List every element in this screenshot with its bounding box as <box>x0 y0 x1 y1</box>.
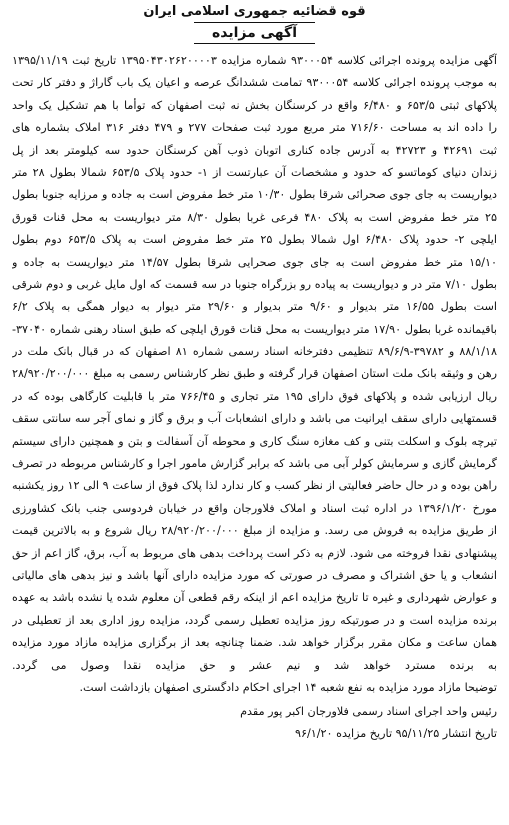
body-line: باقیمانده غربا بطول ۱۷/۹۰ متر دیواریست به محل قنات قورق ایلچی که طبق اسناد رهنی شماره ۳۷۰۴۰- <box>12 322 497 336</box>
body-line: ۲۵ متر خط مفروض است به پلاک ۴۸۰ فرعی غربا بطول ۸/۳۰ متر دیواریست به محل قنات قورق <box>12 210 497 224</box>
body-line: بطول ۷/۱۰ متر در و دیواریست به پیاده رو بزرگراه جنوبا در سه قسمت که اول مایل غربی و دوم شرقی <box>12 277 497 291</box>
signature-line: رئیس واحد اجرای اسناد رسمی فلاورجان اکبر پور مقدم <box>240 705 497 719</box>
body-line: دیواریست به جای جوی صحرائی شرقا بطول ۱۰/۳۰ متر خط مفروض است به جاده و مرزایه جنوبا بطول <box>12 188 497 202</box>
body-line: ایلچی ۲- حدود پلاک ۶/۴۸۰ اول شمالا بطول ۲۵ متر خط مفروض است به پلاک ۶۵۳/۵ دوم بطول <box>12 233 497 247</box>
body-line: مورخ ۱۳۹۶/۱/۲۰ در اداره ثبت اسناد و املاک فلاورجان واقع در خیابان فردوسی جنب بانک کشاورزی <box>12 501 497 515</box>
body-line: رهن و وثیقه بانک ملت استان اصفهان قرار گرفته و طبق نظر کارشناس رسمی به مبلغ ۲۸/۹۲۰/۲۰۰/۰۰۰ <box>12 367 497 381</box>
body-line: توضیحا مازاد مورد مزایده به نفع شعبه ۱۴ اجرای احکام دادگستری اصفهان بازداشت است. <box>79 680 497 694</box>
body-line: به موجب پرونده اجرائی کلاسه ۹۳۰۰۰۵۴ تمامت ششدانگ عرصه و اعیان یک باب گاراژ و دفتر کار تحت <box>12 76 497 90</box>
body-line: ۸۸/۱/۱۸ و ۳۹۷۸۲-۸۹/۶/۹ تنظیمی دفترخانه اسناد رسمی شماره ۸۱ اصفهان که در قبال بانک ملت در <box>12 345 497 359</box>
body-line: قسمتهایی دارای سقف ایرانیت می باشد و دارای انشعابات آب و برق و گاز و نمای آجر سه سانتی سقف <box>12 412 497 426</box>
body-line: گرمایش گازی و سرمایش کولر آبی می باشد که برابر گزارش مامور اجرا و کارشناس مربوطه در تصرف <box>12 457 497 471</box>
notice-title: آگهی مزایده <box>194 22 315 44</box>
body-line: ریال ارزیابی شده و پلاکهای فوق دارای ۱۹۵ متر تجاری و ۷۶۶/۴۵ متر با قابلیت کارگاهی بوده که در <box>12 389 497 403</box>
body-line: است بطول ۱۶/۵۵ متر بدیوار و ۹/۶۰ متر بدیوار و ۲۹/۶۰ متر دیوار به دیوار همگی به پلاک ۶/۲ <box>12 300 497 314</box>
body-line: ثبت ۴۲۶۹۱ و ۴۲۷۲۳ به آدرس جاده کناری اتوبان ذوب آهن کرسنگان حدود سه کیلومتر بعد از پل <box>12 143 497 157</box>
body-line: از طریق مزایده به فروش می رسد. و مزایده از مبلغ ۲۸/۹۲۰/۲۰۰/۰۰۰ ریال شروع و به بالاترین قیمت <box>12 524 497 538</box>
body-line: راهن بوده و در حال حاضر فعالیتی از نظر کسب و کار ندارد لذا پلاک فوق از ساعت ۹ الی ۱۲ روز یکشنبه <box>12 479 497 493</box>
body-line: پلاکهای ثبتی ۶۵۳/۵ و ۶/۴۸۰ واقع در کرسنگان بخش نه ثبت اصفهان که توأما با هم تشکیل یک واحد <box>12 98 497 112</box>
body-line: برنده مزایده است و در صورتیکه روز مزایده تعطیل رسمی گردد، مزایده روز اداری بعد از تعطیلی در <box>12 613 497 627</box>
body-line: به برنده مسترد خواهد شد و نیم عشر و حق مزایده نقدا وصول می گردد. <box>12 658 497 672</box>
body-line: زندان دنیای کوماتسو که حدود و مشخصات آن عبارتست از ۱- حدود پلاک ۶۵۳/۵ شمالا بطول ۲۸ متر <box>12 165 497 179</box>
body-line: همان ساعت و مکان مقرر برگزار خواهد شد. ضمنا چنانچه بعد از برگزاری مزایده مازاد مورد مزایده <box>12 636 497 650</box>
body-line: تیرچه بلوک و اسکلت بتنی و کف مغازه سنگ کاری و محوطه آن آسفالت و بتن و همچنین دارای سیستم <box>12 434 497 448</box>
body-line: و عوارض شهرداری و غیره تا تاریخ مزایده اعم از اینکه رقم قطعی آن معلوم شده یا نشده باشد به عهده <box>12 591 497 605</box>
body-line: ۱۵/۱۰ متر خط مفروض است به جای جوی صحرایی شرقا بطول ۱۴/۵۷ متر دیواریست به جاده و <box>12 255 497 269</box>
title-wrap <box>12 22 497 44</box>
body-line: پیشنهادی نقدا فروخته می شود. لازم به ذکر است پرداخت بدهی های مربوط به آب، برق، گاز اعم از حق <box>12 546 497 560</box>
top-heading: قوه قضائیه جمهوری اسلامی ایران <box>143 4 366 19</box>
body-line: آگهی مزایده پرونده اجرائی کلاسه ۹۳۰۰۰۵۴ شماره مزایده ۱۳۹۵۰۴۳۰۲۶۲۰۰۰۰۳ تاریخ ثبت ۱۳۹۵/۱۱/۱۹ <box>12 54 497 67</box>
notice-body <box>12 50 497 699</box>
body-line: را داده اند به مساحت ۷۱۶/۶۰ متر مربع مورد ثبت صفحات ۲۷۷ و ۴۷۹ دفتر ۳۱۶ املاک بشماره های <box>12 121 497 135</box>
publication-date-line: تاریخ انتشار ۹۵/۱۱/۲۵ تاریخ مزایده ۹۶/۱/۲۰ <box>294 727 497 741</box>
body-line: انشعاب و یا حق اشتراک و مصرف در صورتی که مورد مزایده دارای آنها باشد و نیز بدهی های مالیاتی <box>12 568 497 582</box>
